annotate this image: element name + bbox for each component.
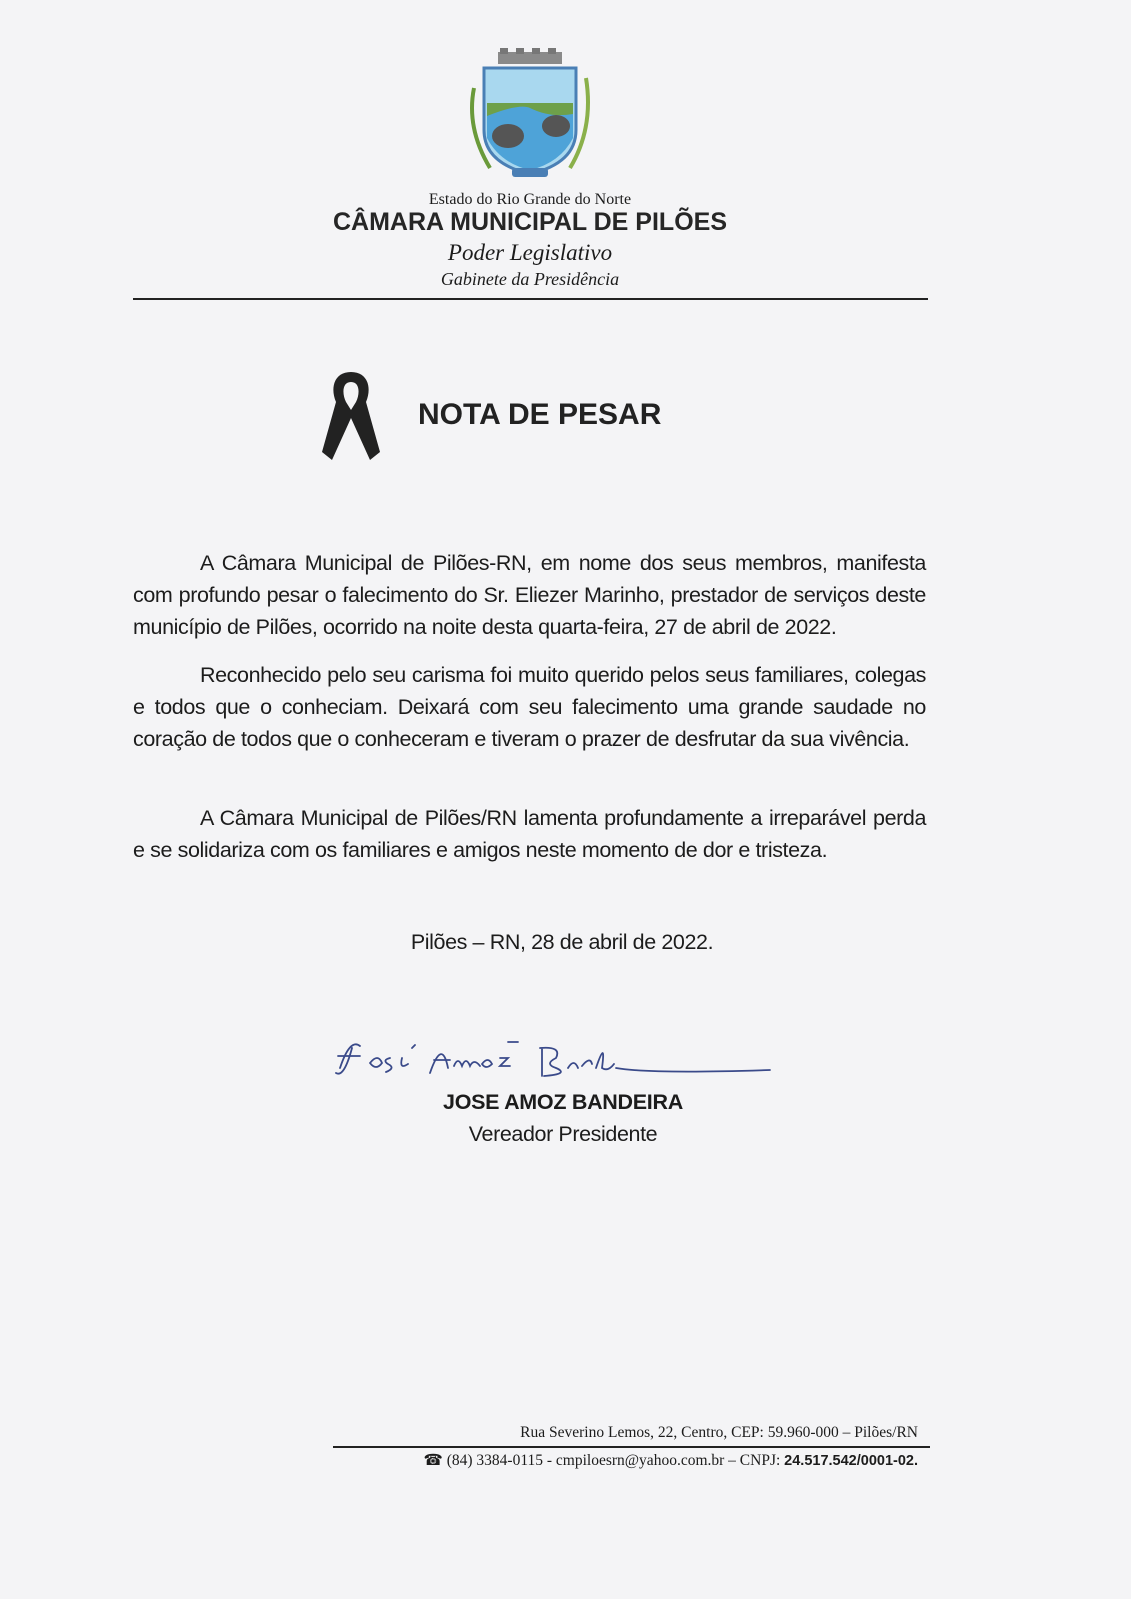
date-line: Pilões – RN, 28 de abril de 2022. [410, 930, 714, 954]
branch-name: Poder Legislativo [447, 240, 613, 265]
state-name: Estado do Rio Grande do Norte [428, 191, 632, 208]
paragraph-1: A Câmara Municipal de Pilões-RN, em nome dos seus membros, manifesta com profundo pesar o falecimento do Sr. Eliezer Marinho, prestador de serviços deste município de Pilões, ocorrido na noite desta quarta-feira, 27 de abril de 2022. [133, 551, 926, 639]
municipal-coat-of-arms-logo [460, 48, 600, 188]
paragraph-2: Reconhecido pelo seu carisma foi muito querido pelos seus familiares, colegas e todos que o conheciam. Deixará com seu falecimento uma grande saudade no coração de todos que o conheceram e tiveram o prazer de desfrutar da sua vivência. [133, 663, 926, 751]
footer-address: Rua Severino Lemos, 22, Centro, CEP: 59.960-000 – Pilões/RN [520, 1424, 918, 1441]
chamber-name: CÂMARA MUNICIPAL DE PILÕES [333, 208, 727, 236]
footer-divider [333, 1446, 930, 1448]
footer-contact [424, 1451, 918, 1470]
cnpj-number: 24.517.542/0001-02. [784, 1453, 918, 1469]
signatory-role: Vereador Presidente [468, 1122, 658, 1146]
mourning-ribbon-icon [318, 368, 384, 462]
header-divider [133, 298, 928, 300]
telephone-icon: ☎ [423, 1452, 443, 1469]
handwritten-signature [330, 1028, 780, 1088]
document-title: NOTA DE PESAR [418, 398, 662, 431]
signatory-name: JOSE AMOZ BANDEIRA [443, 1090, 683, 1114]
office-name: Gabinete da Presidência [440, 269, 620, 289]
paragraph-3: A Câmara Municipal de Pilões/RN lamenta profundamente a irreparável perda e se solidariza com os familiares e amigos neste momento de dor e tristeza. [133, 806, 926, 862]
contact-text: (84) 3384-0115 - cmpiloesrn@yahoo.com.br – CNPJ: [446, 1452, 785, 1469]
